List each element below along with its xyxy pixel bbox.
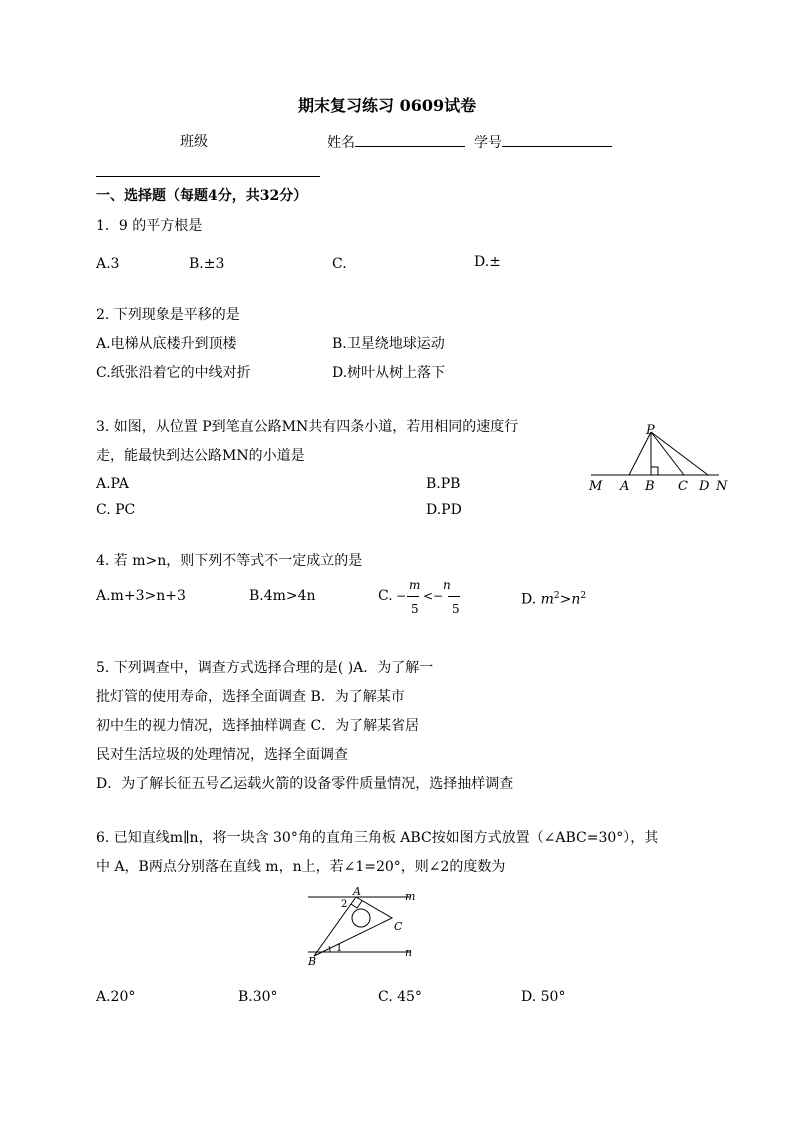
- q2-option-c[interactable]: C.纸张沿着它的中线对折: [96, 365, 251, 381]
- q4-option-d-label: D.: [521, 591, 537, 608]
- student-id-field[interactable]: [474, 134, 612, 151]
- q3-label-m: M: [589, 479, 603, 494]
- q6-label-b: B: [308, 955, 317, 967]
- q6-label-angle-2: 2: [341, 899, 348, 910]
- q6-line2: 中 A，B两点分别落在直线 m，n上，若∠1=20°，则∠2的度数为: [96, 859, 506, 875]
- q5-line5: D．为了解长征五号乙运载火箭的设备零件质量情况，选择抽样调查: [96, 776, 514, 792]
- q3-label-d: D: [699, 479, 710, 494]
- q1-option-b[interactable]: B.±3: [189, 256, 225, 272]
- q2-option-b[interactable]: B.卫星绕地球运动: [332, 336, 445, 352]
- q4-frac-m: m: [409, 578, 421, 592]
- q5-line1: 5. 下列调查中，调查方式选择合理的是( )A．为了解一: [96, 660, 434, 676]
- q3-stem-line1: 3. 如图，从位置 P到笔直公路MN共有四条小道，若用相同的速度行: [96, 419, 519, 435]
- q4-option-a[interactable]: A.m+3>n+3: [96, 588, 186, 604]
- q6-label-n: n: [405, 946, 413, 959]
- q6-label-c: C: [394, 920, 403, 933]
- q4-option-c-prefix[interactable]: C.: [378, 588, 393, 604]
- class-blank-line: [96, 176, 320, 177]
- q3-label-c: C: [678, 479, 688, 494]
- q4-stem: 4. 若 m>n，则下列不等式不一定成立的是: [96, 553, 363, 569]
- q4-d-exp1: 2: [553, 591, 560, 601]
- q2-option-a[interactable]: A.电梯从底楼升到顶楼: [96, 336, 237, 352]
- q6-figure: [300, 885, 425, 967]
- q1-option-a[interactable]: A.3: [96, 256, 120, 272]
- q6-label-m: m: [405, 890, 416, 903]
- student-id-label: 学号: [474, 135, 502, 151]
- q4-option-c-expression[interactable]: [395, 578, 465, 618]
- q5-line4: 民对生活垃圾的处理情况，选择全面调查: [96, 747, 348, 763]
- q4-frac-den-2: 5: [452, 602, 460, 616]
- q4-lt-sign: <−: [423, 589, 444, 603]
- q6-option-a[interactable]: A.20°: [96, 989, 136, 1005]
- section-heading: 一、选择题（每题4分，共32分）: [96, 188, 308, 204]
- q4-option-b[interactable]: B.4m>4n: [249, 588, 316, 604]
- q3-option-c[interactable]: C. PC: [96, 502, 136, 518]
- name-label: 姓名: [327, 135, 355, 151]
- q4-frac-bar-1: [407, 596, 419, 597]
- q1-stem: 1．9 的平方根是: [96, 218, 203, 234]
- q4-d-exp2: 2: [580, 591, 587, 601]
- q3-label-b: B: [645, 479, 655, 494]
- q5-line2: 批灯管的使用寿命，选择全面调查 B．为了解某市: [96, 689, 405, 705]
- q6-option-c[interactable]: C. 45°: [378, 989, 422, 1005]
- q4-option-d[interactable]: [521, 588, 586, 608]
- q3-option-b[interactable]: B.PB: [426, 476, 461, 492]
- q6-line1: 6. 已知直线m∥n，将一块含 30°角的直角三角板 ABC按如图方式放置（∠ABC=30°），其: [96, 830, 659, 846]
- q4-frac-den-1: 5: [411, 602, 419, 616]
- q3-stem-line2: 走，能最快到达公路MN的小道是: [96, 448, 305, 464]
- page-title: 期末复习练习 0609试卷: [298, 96, 477, 115]
- name-blank: [355, 134, 465, 147]
- student-id-blank: [502, 134, 612, 147]
- q6-triangle-hole: [352, 909, 370, 927]
- q4-frac-bar-2: [448, 596, 460, 597]
- q3-label-a: A: [620, 479, 630, 494]
- q1-option-d[interactable]: D.±: [474, 254, 501, 270]
- q3-label-p: P: [646, 423, 655, 438]
- q6-option-b[interactable]: B.30°: [238, 989, 278, 1005]
- q4-frac-n: n: [443, 578, 451, 592]
- q6-option-d[interactable]: D. 50°: [521, 989, 566, 1005]
- q3-option-a[interactable]: A.PA: [96, 476, 129, 492]
- q6-label-a: A: [353, 885, 361, 898]
- q3-figure: [585, 420, 730, 496]
- q6-label-angle-1: 1: [336, 943, 343, 954]
- q3-right-angle-mark: [651, 467, 658, 475]
- class-label: 班级: [180, 134, 208, 150]
- q1-option-c[interactable]: C.: [332, 256, 347, 272]
- q5-line3: 初中生的视力情况，选择抽样调查 C．为了解某省居: [96, 718, 420, 734]
- q3-label-n: N: [716, 479, 728, 494]
- q4-d-n: n: [571, 591, 581, 608]
- q4-d-gt: >: [559, 591, 572, 608]
- name-field[interactable]: [327, 134, 465, 151]
- q2-option-d[interactable]: D.树叶从树上落下: [332, 365, 446, 381]
- q4-neg-sign-1: −: [396, 589, 407, 603]
- q4-d-m: m: [540, 591, 554, 608]
- q3-option-d[interactable]: D.PD: [426, 502, 462, 518]
- q2-stem: 2. 下列现象是平移的是: [96, 307, 240, 323]
- q3-path-pa: [629, 432, 651, 475]
